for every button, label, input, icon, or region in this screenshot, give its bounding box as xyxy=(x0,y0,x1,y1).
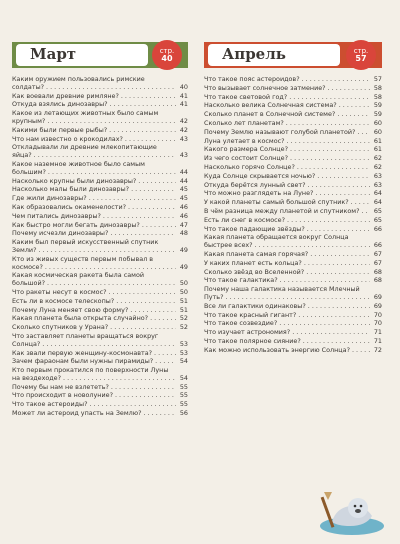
toc-entry-title xyxy=(12,178,176,186)
toc-entry-text: Почему Землю называют голубой планетой? xyxy=(204,128,356,136)
march-toc-entry xyxy=(12,178,188,186)
toc-entry-page: 64 xyxy=(373,198,382,207)
toc-entry-text: Кто из живых существ первым побывал в космосе? xyxy=(12,255,154,271)
toc-entry-title xyxy=(204,234,370,250)
toc-entry-text: Как быстро могли бегать динозавры? xyxy=(12,221,140,229)
toc-entry-page: 65 xyxy=(373,215,382,224)
toc-entry-text: Сколько лет планетам? xyxy=(204,119,284,127)
toc-entry-page: 54 xyxy=(179,373,188,382)
april-toc-entry xyxy=(204,129,382,137)
toc-entry-page: 68 xyxy=(373,267,382,276)
toc-entry-title xyxy=(12,144,176,160)
toc-entry-title xyxy=(12,93,176,101)
toc-entry-title xyxy=(204,329,370,337)
april-toc-entry xyxy=(204,277,382,285)
toc-entry-text: Сколько спутников у Урана? xyxy=(12,324,109,332)
toc-entry-page: 69 xyxy=(373,292,382,301)
march-toc-entry xyxy=(12,384,188,392)
toc-entry-title xyxy=(12,272,176,288)
toc-entry-title xyxy=(12,289,176,297)
april-toc-entry xyxy=(204,303,382,311)
toc-entry-text: Как звали первую женщину-космонавта? xyxy=(12,349,153,357)
toc-entry-title xyxy=(12,195,176,203)
march-toc-entry xyxy=(12,392,188,400)
april-toc-entry xyxy=(204,347,382,355)
toc-entry-page: 55 xyxy=(179,382,188,391)
toc-entry-page: 58 xyxy=(373,83,382,92)
toc-entry-title xyxy=(12,324,176,332)
march-toc-entry xyxy=(12,161,188,177)
march-toc-entry xyxy=(12,410,188,418)
march-page-badge xyxy=(152,40,182,70)
toc-entry-page: 40 xyxy=(179,82,188,91)
april-toc-entry xyxy=(204,234,382,250)
toc-entry-page: 71 xyxy=(373,336,382,345)
toc-entry-page: 66 xyxy=(373,241,382,250)
toc-entry-page: 63 xyxy=(373,180,382,189)
toc-entry-text: Какая планета была открыта случайно? xyxy=(12,315,149,323)
april-column xyxy=(204,38,382,356)
march-toc-entry xyxy=(12,195,188,203)
toc-entry-title xyxy=(204,208,370,216)
toc-entry-title xyxy=(204,217,370,225)
toc-entry-title xyxy=(12,350,176,358)
toc-entry-title xyxy=(204,146,370,154)
march-toc-entry xyxy=(12,230,188,238)
toc-entry-page: 48 xyxy=(179,229,188,238)
toc-entry-page: 53 xyxy=(179,348,188,357)
toc-entry-page: 49 xyxy=(179,245,188,254)
toc-entry-title xyxy=(204,173,370,181)
march-toc-entry xyxy=(12,256,188,272)
toc-entry-title xyxy=(204,269,370,277)
march-toc-entry xyxy=(12,93,188,101)
april-toc-entry xyxy=(204,269,382,277)
toc-entry-page: 45 xyxy=(179,194,188,203)
toc-entry-text: Какая планета обращается вокруг Солнца быстрее всех? xyxy=(204,234,349,250)
toc-entry-title xyxy=(204,76,370,84)
toc-entry-page: 62 xyxy=(373,162,382,171)
april-header xyxy=(204,38,382,70)
toc-entry-text: Сколько звёзд во Вселенной? xyxy=(204,268,305,276)
march-toc-entry xyxy=(12,358,188,366)
toc-entry-page: 43 xyxy=(179,134,188,143)
toc-entry-title xyxy=(12,76,176,92)
april-title: Апрель xyxy=(222,45,286,63)
toc-entry-page: 66 xyxy=(373,224,382,233)
april-toc-entry xyxy=(204,312,382,320)
toc-entry-text: Почему бы нам не взлететь? xyxy=(12,383,109,391)
toc-entry-page: 50 xyxy=(179,287,188,296)
toc-entry-title xyxy=(204,85,370,93)
toc-entry-text: У какой планеты самый большой спутник? xyxy=(204,199,349,207)
toc-entry-title xyxy=(12,298,176,306)
toc-entry-page: 60 xyxy=(373,127,382,136)
toc-entry-page: 55 xyxy=(179,400,188,409)
toc-entry-text: Какими были первые рыбы? xyxy=(12,126,108,134)
toc-entry-title xyxy=(12,230,176,238)
april-badge-page: 57 xyxy=(355,54,367,63)
toc-entry-page: 70 xyxy=(373,319,382,328)
march-toc-entry xyxy=(12,239,188,255)
toc-entry-text: Что заставляет планеты вращаться вокруг Солнца? xyxy=(12,332,159,348)
toc-entry-title xyxy=(204,182,370,190)
toc-entry-title xyxy=(204,155,370,163)
march-toc-entry xyxy=(12,204,188,212)
toc-entry-text: Как можно использовать энергию Солнца? xyxy=(204,346,350,354)
march-header xyxy=(12,38,188,70)
april-page-badge xyxy=(346,40,376,70)
toc-entry-text: Что такое созвездие? xyxy=(204,320,278,328)
toc-entry-text: Что происходит в новолуние? xyxy=(12,392,113,400)
toc-entry-text: Каким был первый искусственный спутник Земли? xyxy=(12,239,159,254)
toc-entry-title xyxy=(204,312,370,320)
april-toc-entry xyxy=(204,173,382,181)
seal-illustration xyxy=(318,488,386,536)
april-toc-entry xyxy=(204,190,382,198)
toc-entry-title xyxy=(12,127,176,135)
toc-entry-page: 67 xyxy=(373,249,382,258)
toc-entry-title xyxy=(204,251,370,259)
toc-entry-title xyxy=(204,102,370,110)
toc-entry-text: Из чего состоит Солнце? xyxy=(204,155,289,163)
toc-entry-text: Что такое галактика? xyxy=(204,277,278,285)
toc-entry-title xyxy=(204,303,370,311)
toc-entry-text: Почему Луна меняет свою форму? xyxy=(12,306,129,314)
toc-entry-title xyxy=(12,101,176,109)
march-toc-entry xyxy=(12,350,188,358)
toc-entry-text: Как воевали древние римляне? xyxy=(12,92,119,100)
march-toc-entry xyxy=(12,289,188,297)
toc-entry-page: 64 xyxy=(373,189,382,198)
toc-entry-page: 55 xyxy=(179,391,188,400)
toc-entry-text: Откладывали ли древние млекопитающие яйца? xyxy=(12,144,157,160)
toc-entry-page: 53 xyxy=(179,339,188,348)
toc-entry-text: Насколько крупны были динозавры? xyxy=(12,177,137,185)
march-toc-entry xyxy=(12,367,188,383)
toc-entry-page: 67 xyxy=(373,258,382,267)
toc-entry-page: 52 xyxy=(179,314,188,323)
toc-entry-title xyxy=(12,384,176,392)
toc-entry-text: Что изучает астрономия? xyxy=(204,329,291,337)
toc-entry-page: 51 xyxy=(179,305,188,314)
toc-entry-text: Что такое астероиды? xyxy=(12,401,88,409)
toc-entry-title xyxy=(12,333,176,349)
toc-entry-text: Кто первым прокатился по поверхности Луны на вездеходе? xyxy=(12,367,169,382)
toc-entry-title xyxy=(204,164,370,172)
march-toc-entry xyxy=(12,272,188,288)
april-toc-entry xyxy=(204,226,382,234)
toc-entry-title xyxy=(12,392,176,400)
toc-entry-text: Что вызывает солнечное затмение? xyxy=(204,84,326,92)
march-title: Март xyxy=(30,45,77,63)
toc-entry-page: 44 xyxy=(179,167,188,176)
toc-entry-text: Что нам известно о крокодилах? xyxy=(12,135,123,143)
toc-entry-page: 70 xyxy=(373,310,382,319)
toc-entry-text: Все ли галактики одинаковы? xyxy=(204,302,306,310)
toc-entry-text: Каким оружием пользовались римские солдаты? xyxy=(12,76,145,91)
toc-entry-title xyxy=(204,286,370,302)
april-toc-entry xyxy=(204,182,382,190)
toc-entry-text: Может ли астероид упасть на Землю? xyxy=(12,410,142,418)
toc-entry-title xyxy=(12,256,176,272)
toc-entry-page: 46 xyxy=(179,202,188,211)
march-toc-entry xyxy=(12,101,188,109)
toc-entry-title xyxy=(12,307,176,315)
toc-entry-page: 44 xyxy=(179,176,188,185)
toc-entry-text: Где жили динозавры? xyxy=(12,195,87,203)
march-toc-entry xyxy=(12,307,188,315)
toc-entry-text: Какая космическая ракета была самой большой? xyxy=(12,272,145,288)
march-toc-entry xyxy=(12,136,188,144)
toc-entry-page: 69 xyxy=(373,301,382,310)
march-toc-list xyxy=(12,76,188,418)
toc-entry-text: Какая планета самая горячая? xyxy=(204,250,309,258)
toc-entry-text: Насколько горячо Солнце? xyxy=(204,163,295,171)
toc-entry-page: 42 xyxy=(179,125,188,134)
toc-entry-page: 43 xyxy=(179,151,188,160)
toc-entry-page: 59 xyxy=(373,101,382,110)
toc-entry-page: 61 xyxy=(373,136,382,145)
toc-entry-title xyxy=(204,320,370,328)
toc-entry-title xyxy=(204,347,370,355)
april-toc-entry xyxy=(204,120,382,128)
march-toc-entry xyxy=(12,298,188,306)
toc-entry-title xyxy=(12,410,176,418)
toc-entry-text: Куда Солнце скрывается ночью? xyxy=(204,172,316,180)
toc-entry-text: Какое наземное животное было самым большим? xyxy=(12,160,145,176)
toc-entry-text: Почему исчезли динозавры? xyxy=(12,230,109,238)
toc-entry-page: 45 xyxy=(179,185,188,194)
toc-entry-page: 60 xyxy=(373,118,382,127)
april-toc-entry xyxy=(204,146,382,154)
toc-entry-text: Что такое световой год? xyxy=(204,93,288,101)
toc-entry-text: Какое из летающих животных было самым крупным? xyxy=(12,110,159,125)
toc-entry-title xyxy=(12,401,176,409)
toc-entry-title xyxy=(12,213,176,221)
april-toc-entry xyxy=(204,217,382,225)
toc-entry-title xyxy=(204,260,370,268)
toc-entry-page: 62 xyxy=(373,154,382,163)
march-toc-entry xyxy=(12,222,188,230)
march-toc-entry xyxy=(12,315,188,323)
toc-entry-title xyxy=(204,138,370,146)
toc-entry-title xyxy=(12,358,176,366)
toc-entry-page: 65 xyxy=(373,206,382,215)
toc-entry-title xyxy=(204,226,370,234)
april-toc-entry xyxy=(204,164,382,172)
april-toc-entry xyxy=(204,208,382,216)
april-toc-entry xyxy=(204,111,382,119)
toc-entry-page: 42 xyxy=(179,116,188,125)
toc-entry-text: Что ракеты несут в космос? xyxy=(12,288,107,296)
april-toc-entry xyxy=(204,85,382,93)
toc-entry-text: Насколько велика Солнечная система? xyxy=(204,102,337,110)
april-toc-entry xyxy=(204,338,382,346)
toc-entry-text: Откуда взялись динозавры? xyxy=(12,101,108,109)
april-badge-prefix: стр. xyxy=(353,47,369,55)
toc-entry-title xyxy=(12,315,176,323)
march-column xyxy=(12,38,188,419)
toc-entry-text: Зачем фараонам были нужны пирамиды? xyxy=(12,358,154,366)
march-toc-entry xyxy=(12,110,188,126)
toc-entry-text: Откуда берётся лунный свет? xyxy=(204,181,306,189)
toc-entry-title xyxy=(12,186,176,194)
march-badge-prefix: стр. xyxy=(159,47,175,55)
toc-entry-title xyxy=(12,204,176,212)
toc-entry-text: Что можно разглядеть на Луне? xyxy=(204,190,314,198)
toc-entry-text: Что такое красный гигант? xyxy=(204,311,297,319)
march-toc-entry xyxy=(12,324,188,332)
april-toc-list xyxy=(204,76,382,355)
toc-entry-title xyxy=(12,239,176,255)
toc-entry-page: 58 xyxy=(373,92,382,101)
april-toc-entry xyxy=(204,329,382,337)
toc-entry-page: 41 xyxy=(179,91,188,100)
april-toc-entry xyxy=(204,199,382,207)
march-toc-entry xyxy=(12,127,188,135)
toc-entry-page: 52 xyxy=(179,323,188,332)
toc-entry-page: 59 xyxy=(373,110,382,119)
toc-entry-page: 50 xyxy=(179,279,188,288)
toc-entry-page: 63 xyxy=(373,171,382,180)
march-toc-entry xyxy=(12,333,188,349)
march-toc-entry xyxy=(12,76,188,92)
toc-entry-title xyxy=(204,94,370,102)
april-toc-entry xyxy=(204,102,382,110)
toc-entry-page: 41 xyxy=(179,100,188,109)
toc-entry-page: 56 xyxy=(179,409,188,418)
toc-entry-title xyxy=(204,120,370,128)
april-toc-entry xyxy=(204,260,382,268)
april-toc-entry xyxy=(204,320,382,328)
march-badge-page: 40 xyxy=(161,54,173,63)
toc-entry-page: 57 xyxy=(373,75,382,83)
toc-entry-title xyxy=(12,161,176,177)
toc-entry-page: 49 xyxy=(179,262,188,271)
toc-entry-title xyxy=(204,129,370,137)
april-toc-entry xyxy=(204,286,382,302)
toc-entry-title xyxy=(204,190,370,198)
april-toc-entry xyxy=(204,251,382,259)
toc-entry-page: 54 xyxy=(179,357,188,366)
march-toc-entry xyxy=(12,144,188,160)
toc-entry-title xyxy=(12,367,176,383)
toc-entry-text: В чём разница между планетой и спутником? xyxy=(204,207,360,215)
toc-entry-text: Почему наша галактика называется Млечный Путь? xyxy=(204,286,360,301)
toc-entry-text: Что такое падающие звёзды? xyxy=(204,225,305,233)
toc-entry-page: 72 xyxy=(373,345,382,354)
toc-entry-text: Что такое пояс астероидов? xyxy=(204,76,300,83)
april-toc-entry xyxy=(204,155,382,163)
toc-entry-page: 68 xyxy=(373,276,382,285)
toc-entry-text: Что такое полярное сияние? xyxy=(204,337,301,345)
toc-entry-title xyxy=(12,136,176,144)
april-toc-entry xyxy=(204,94,382,102)
toc-entry-text: Есть ли в космосе телескопы? xyxy=(12,297,115,305)
march-toc-entry xyxy=(12,186,188,194)
april-toc-entry xyxy=(204,76,382,84)
april-toc-entry xyxy=(204,138,382,146)
toc-entry-title xyxy=(12,222,176,230)
toc-entry-page: 46 xyxy=(179,211,188,220)
toc-entry-title xyxy=(12,110,176,126)
toc-entry-title xyxy=(204,199,370,207)
toc-entry-page: 47 xyxy=(179,220,188,229)
march-toc-entry xyxy=(12,213,188,221)
march-toc-entry xyxy=(12,401,188,409)
toc-entry-text: Какого размера Солнце? xyxy=(204,146,288,154)
toc-entry-page: 51 xyxy=(179,296,188,305)
toc-entry-text: Как образовались окаменелости? xyxy=(12,203,127,211)
toc-entry-text: Сколько планет в Солнечной системе? xyxy=(204,111,336,119)
toc-entry-text: Чем питались динозавры? xyxy=(12,212,101,220)
toc-entry-text: Есть ли снег в космосе? xyxy=(204,216,286,224)
toc-entry-text: У каких планет есть кольца? xyxy=(204,259,302,267)
toc-entry-title xyxy=(204,277,370,285)
toc-entry-page: 61 xyxy=(373,145,382,154)
toc-entry-page: 71 xyxy=(373,328,382,337)
toc-entry-text: Луна улетает в космос? xyxy=(204,137,285,145)
toc-entry-title xyxy=(204,111,370,119)
toc-entry-text: Насколько малы были динозавры? xyxy=(12,186,130,194)
toc-entry-title xyxy=(204,338,370,346)
